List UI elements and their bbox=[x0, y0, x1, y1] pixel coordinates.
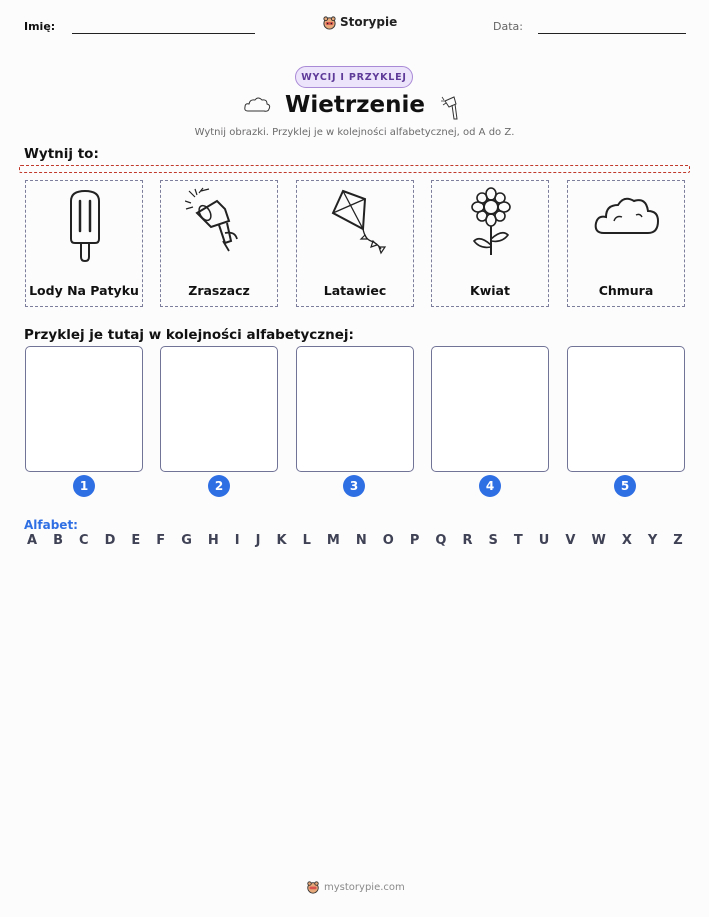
paste-slot-4[interactable] bbox=[431, 346, 549, 472]
alphabet-letter: K bbox=[276, 533, 287, 548]
storypie-logo bbox=[322, 13, 397, 31]
cut-card-sprinkler[interactable] bbox=[160, 180, 278, 307]
cut-card-flower[interactable] bbox=[431, 180, 549, 307]
kite-icon bbox=[321, 187, 391, 267]
alphabet-letter: Y bbox=[647, 533, 658, 548]
cut-card-cloud[interactable] bbox=[567, 180, 685, 307]
card-label: Lody Na Patyku bbox=[29, 283, 139, 298]
alphabet-letter: N bbox=[355, 533, 367, 548]
alphabet-letter: U bbox=[538, 533, 550, 548]
alphabet-heading: Alfabet: bbox=[24, 518, 78, 532]
alphabet-letter: S bbox=[488, 533, 498, 548]
slot-number-badge: 3 bbox=[343, 475, 365, 497]
sprinkler-icon bbox=[185, 187, 255, 267]
cut-card-kite[interactable] bbox=[296, 180, 414, 307]
slot-number-badge: 1 bbox=[73, 475, 95, 497]
card-label: Kwiat bbox=[470, 283, 510, 298]
paste-slot-5[interactable] bbox=[567, 346, 685, 472]
logo-text: Storypie bbox=[340, 15, 398, 29]
alphabet-letter: G bbox=[181, 533, 192, 548]
name-label: Imię: bbox=[24, 20, 56, 33]
alphabet-letter: F bbox=[156, 533, 166, 548]
paste-slot-2[interactable] bbox=[160, 346, 278, 472]
alphabet-letter: A bbox=[27, 533, 38, 548]
storypie-mascot-icon bbox=[322, 15, 337, 30]
alphabet-letter: E bbox=[131, 533, 141, 548]
storypie-mascot-icon bbox=[306, 880, 320, 894]
alphabet-letter: B bbox=[53, 533, 63, 548]
slot-number-badge: 2 bbox=[208, 475, 230, 497]
popsicle-icon bbox=[50, 187, 120, 267]
alphabet-letter: P bbox=[409, 533, 420, 548]
slot-number-badge: 4 bbox=[479, 475, 501, 497]
sprinkler-decoration-icon bbox=[441, 92, 465, 122]
footer bbox=[306, 880, 405, 894]
page-title: Wietrzenie bbox=[284, 92, 426, 118]
footer-site-link[interactable]: mystorypie.com bbox=[324, 881, 405, 893]
flower-icon bbox=[456, 187, 526, 267]
paste-slot-3[interactable] bbox=[296, 346, 414, 472]
alphabet-letter: Z bbox=[673, 533, 683, 548]
paste-section-heading: Przyklej je tutaj w kolejności alfabetycznej: bbox=[24, 327, 354, 343]
alphabet-letter: X bbox=[621, 533, 632, 548]
alphabet-letter: T bbox=[513, 533, 523, 548]
name-field-line[interactable] bbox=[72, 33, 255, 34]
alphabet-letter: V bbox=[565, 533, 576, 548]
alphabet-letter: D bbox=[104, 533, 116, 548]
cloud-icon bbox=[592, 187, 662, 267]
card-label: Chmura bbox=[598, 283, 654, 298]
alphabet-row bbox=[27, 533, 683, 548]
activity-badge: WYCIJ I PRZYKLEJ bbox=[295, 66, 413, 88]
alphabet-letter: Q bbox=[435, 533, 447, 548]
card-label: Zraszacz bbox=[188, 283, 250, 298]
cut-card-popsicle[interactable] bbox=[25, 180, 143, 307]
alphabet-letter: R bbox=[462, 533, 473, 548]
alphabet-letter: C bbox=[79, 533, 89, 548]
alphabet-letter: L bbox=[302, 533, 311, 548]
alphabet-letter: W bbox=[591, 533, 606, 548]
paste-slot-1[interactable] bbox=[25, 346, 143, 472]
alphabet-letter: M bbox=[326, 533, 340, 548]
cut-line bbox=[19, 165, 690, 173]
alphabet-letter: O bbox=[382, 533, 394, 548]
slot-number-badge: 5 bbox=[614, 475, 636, 497]
instructions-text: Wytnij obrazki. Przyklej je w kolejności alfabetycznej, od A do Z. bbox=[194, 127, 515, 138]
card-label: Latawiec bbox=[323, 283, 387, 298]
alphabet-letter: J bbox=[255, 533, 261, 548]
cut-section-heading: Wytnij to: bbox=[24, 146, 99, 162]
alphabet-letter: I bbox=[234, 533, 240, 548]
alphabet-letter: H bbox=[207, 533, 219, 548]
date-label: Data: bbox=[493, 20, 523, 33]
date-field-line[interactable] bbox=[538, 33, 686, 34]
